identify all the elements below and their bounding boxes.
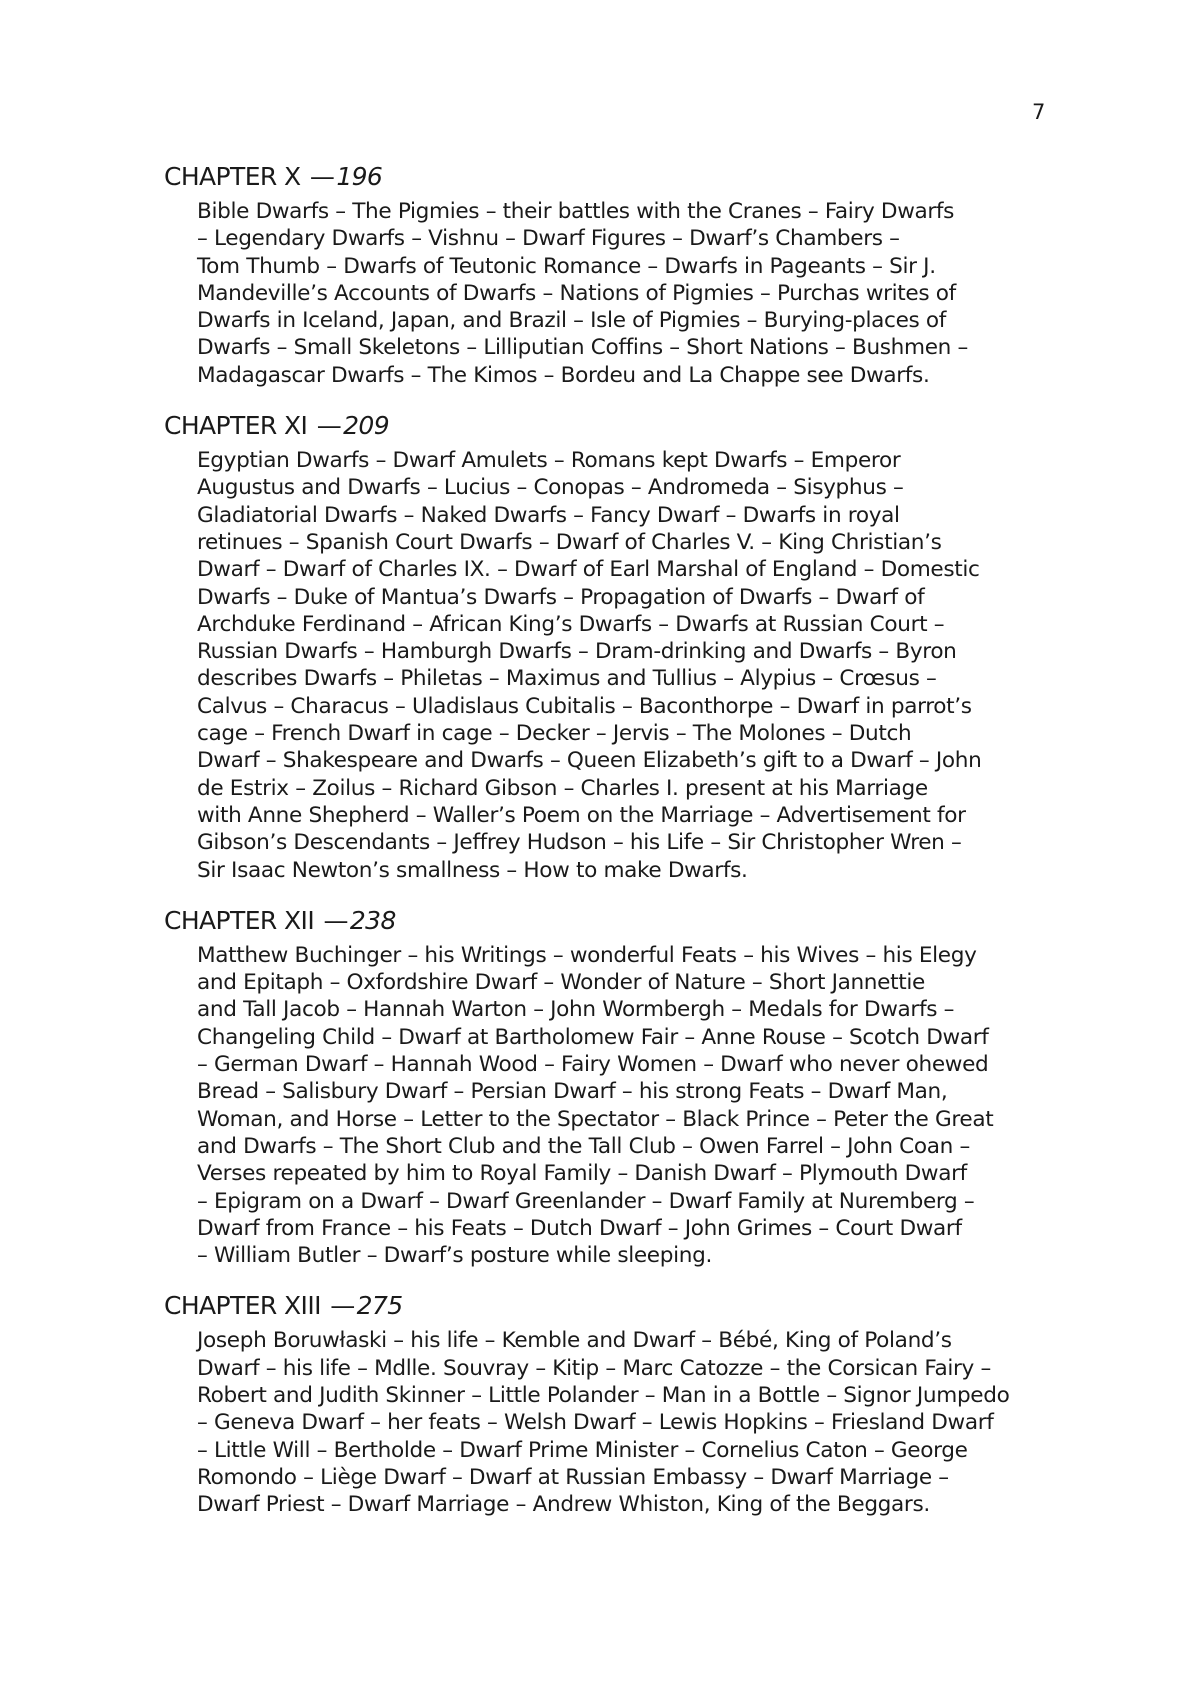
chapter-dash: — bbox=[309, 162, 335, 191]
summary-line: cage – French Dwarf in cage – Decker – Jervis – The Molones – Dutch bbox=[197, 721, 912, 747]
summary-line: – Epigram on a Dwarf – Dwarf Greenlander – Dwarf Family at Nuremberg – bbox=[197, 1188, 975, 1214]
summary-line: Dwarfs – Duke of Mantua’s Dwarfs – Propagation of Dwarfs – Dwarf of bbox=[197, 584, 925, 610]
summary-line: Dwarf – Shakespeare and Dwarfs – Queen Elizabeth’s gift to a Dwarf – John bbox=[197, 748, 982, 774]
summary-line: retinues – Spanish Court Dwarfs – Dwarf of Charles V. – King Christian’s bbox=[197, 529, 942, 555]
chapter-page-ref: 238 bbox=[349, 905, 396, 935]
summary-line: Changeling Child – Dwarf at Bartholomew Fair – Anne Rouse – Scotch Dwarf bbox=[197, 1024, 989, 1050]
summary-line: and Tall Jacob – Hannah Warton – John Wormbergh – Medals for Dwarfs – bbox=[197, 997, 955, 1023]
summary-line: Romondo – Liège Dwarf – Dwarf at Russian Embassy – Dwarf Marriage – bbox=[197, 1464, 949, 1490]
summary-line: describes Dwarfs – Philetas – Maximus and Tullius – Alypius – Crœsus – bbox=[197, 666, 937, 692]
summary-line: Dwarf – his life – Mdlle. Souvray – Kitip – Marc Catozze – the Corsican Fairy – bbox=[197, 1355, 991, 1381]
summary-line: Dwarfs – Small Skeletons – Lilliputian Coffins – Short Nations – Bushmen – bbox=[197, 335, 968, 361]
summary-line: and Epitaph – Oxfordshire Dwarf – Wonder of Nature – Short Jannettie bbox=[197, 970, 925, 996]
summary-line: Matthew Buchinger – his Writings – wonderful Feats – his Wives – his Elegy bbox=[197, 942, 977, 968]
summary-line: – William Butler – Dwarf’s posture while sleeping. bbox=[197, 1243, 712, 1269]
chapter-entry bbox=[164, 409, 1064, 884]
summary-line: Archduke Ferdinand – African King’s Dwarfs – Dwarfs at Russian Court – bbox=[197, 611, 945, 637]
summary-line: Bible Dwarfs – The Pigmies – their battles with the Cranes – Fairy Dwarfs bbox=[197, 199, 955, 224]
chapter-page-ref: 275 bbox=[356, 1291, 403, 1321]
chapter-entry bbox=[164, 160, 1064, 389]
chapter-summary bbox=[164, 1327, 1064, 1518]
summary-line: Gibson’s Descendants – Jeffrey Hudson – his Life – Sir Christopher Wren – bbox=[197, 830, 962, 856]
summary-line: Joseph Boruwłaski – his life – Kemble and Dwarf – Bébé, King of Poland’s bbox=[197, 1328, 952, 1354]
summary-line: Robert and Judith Skinner – Little Polander – Man in a Bottle – Signor Jumpedo bbox=[197, 1382, 1010, 1408]
summary-line: Dwarf Priest – Dwarf Marriage – Andrew Whiston, King of the Beggars. bbox=[197, 1492, 930, 1518]
chapter-entry bbox=[164, 904, 1064, 1270]
summary-line: Dwarf – Dwarf of Charles IX. – Dwarf of Earl Marshal of England – Domestic bbox=[197, 557, 980, 583]
summary-line: with Anne Shepherd – Waller’s Poem on the Marriage – Advertisement for bbox=[197, 802, 966, 828]
chapter-summary bbox=[164, 198, 1064, 389]
summary-line: Augustus and Dwarfs – Lucius – Conopas – Andromeda – Sisyphus – bbox=[197, 475, 904, 501]
chapter-summary bbox=[164, 942, 1064, 1270]
chapter-title: CHAPTER X bbox=[164, 162, 301, 191]
chapter-dash: — bbox=[316, 411, 342, 441]
chapter-heading bbox=[164, 1289, 1064, 1323]
summary-line: – Geneva Dwarf – her feats – Welsh Dwarf – Lewis Hopkins – Friesland Dwarf bbox=[197, 1410, 994, 1436]
chapter-heading bbox=[164, 904, 1064, 938]
summary-line: Gladiatorial Dwarfs – Naked Dwarfs – Fancy Dwarf – Dwarfs in royal bbox=[197, 502, 900, 528]
chapter-page-ref: 209 bbox=[343, 411, 390, 441]
summary-line: Bread – Salisbury Dwarf – Persian Dwarf – his strong Feats – Dwarf Man, bbox=[197, 1079, 948, 1105]
summary-line: Sir Isaac Newton’s smallness – How to make Dwarfs. bbox=[197, 857, 748, 883]
summary-line: – Little Will – Bertholde – Dwarf Prime Minister – Cornelius Caton – George bbox=[197, 1437, 968, 1463]
chapter-heading bbox=[164, 160, 1064, 194]
summary-line: Egyptian Dwarfs – Dwarf Amulets – Romans kept Dwarfs – Emperor bbox=[197, 448, 901, 474]
table-of-contents bbox=[164, 160, 1064, 1538]
chapter-title: CHAPTER XII bbox=[164, 905, 315, 935]
summary-line: Calvus – Characus – Uladislaus Cubitalis – Baconthorpe – Dwarf in parrot’s bbox=[197, 693, 972, 719]
chapter-title: CHAPTER XI bbox=[164, 411, 308, 441]
summary-line: Madagascar Dwarfs – The Kimos – Bordeu and La Chappe see Dwarfs. bbox=[197, 362, 930, 388]
summary-line: Woman, and Horse – Letter to the Spectator – Black Prince – Peter the Great bbox=[197, 1106, 994, 1132]
summary-line: de Estrix – Zoilus – Richard Gibson – Charles I. present at his Marriage bbox=[197, 775, 928, 801]
summary-line: – German Dwarf – Hannah Wood – Fairy Women – Dwarf who never ohewed bbox=[197, 1052, 989, 1078]
summary-line: Dwarf from France – his Feats – Dutch Dwarf – John Grimes – Court Dwarf bbox=[197, 1215, 962, 1241]
chapter-page-ref: 196 bbox=[336, 162, 383, 191]
chapter-summary bbox=[164, 447, 1064, 884]
summary-line: Russian Dwarfs – Hamburgh Dwarfs – Dram-drinking and Dwarfs – Byron bbox=[197, 639, 957, 665]
summary-line: and Dwarfs – The Short Club and the Tall Club – Owen Farrel – John Coan – bbox=[197, 1133, 970, 1159]
chapter-title: CHAPTER XIII bbox=[164, 1291, 321, 1321]
chapter-heading bbox=[164, 409, 1064, 443]
chapter-entry bbox=[164, 1289, 1064, 1518]
chapter-dash: — bbox=[323, 905, 348, 935]
page-number: 7 bbox=[1032, 100, 1046, 124]
summary-line: Tom Thumb – Dwarfs of Teutonic Romance – Dwarfs in Pageants – Sir J. bbox=[197, 253, 936, 279]
summary-line: Verses repeated by him to Royal Family – Danish Dwarf – Plymouth Dwarf bbox=[197, 1161, 967, 1187]
summary-line: – Legendary Dwarfs – Vishnu – Dwarf Figures – Dwarf’s Chambers – bbox=[197, 226, 900, 252]
summary-line: Mandeville’s Accounts of Dwarfs – Nations of Pigmies – Purchas writes of bbox=[197, 280, 956, 306]
summary-line: Dwarfs in Iceland, Japan, and Brazil – Isle of Pigmies – Burying-places of bbox=[197, 308, 947, 334]
chapter-dash: — bbox=[330, 1291, 355, 1321]
